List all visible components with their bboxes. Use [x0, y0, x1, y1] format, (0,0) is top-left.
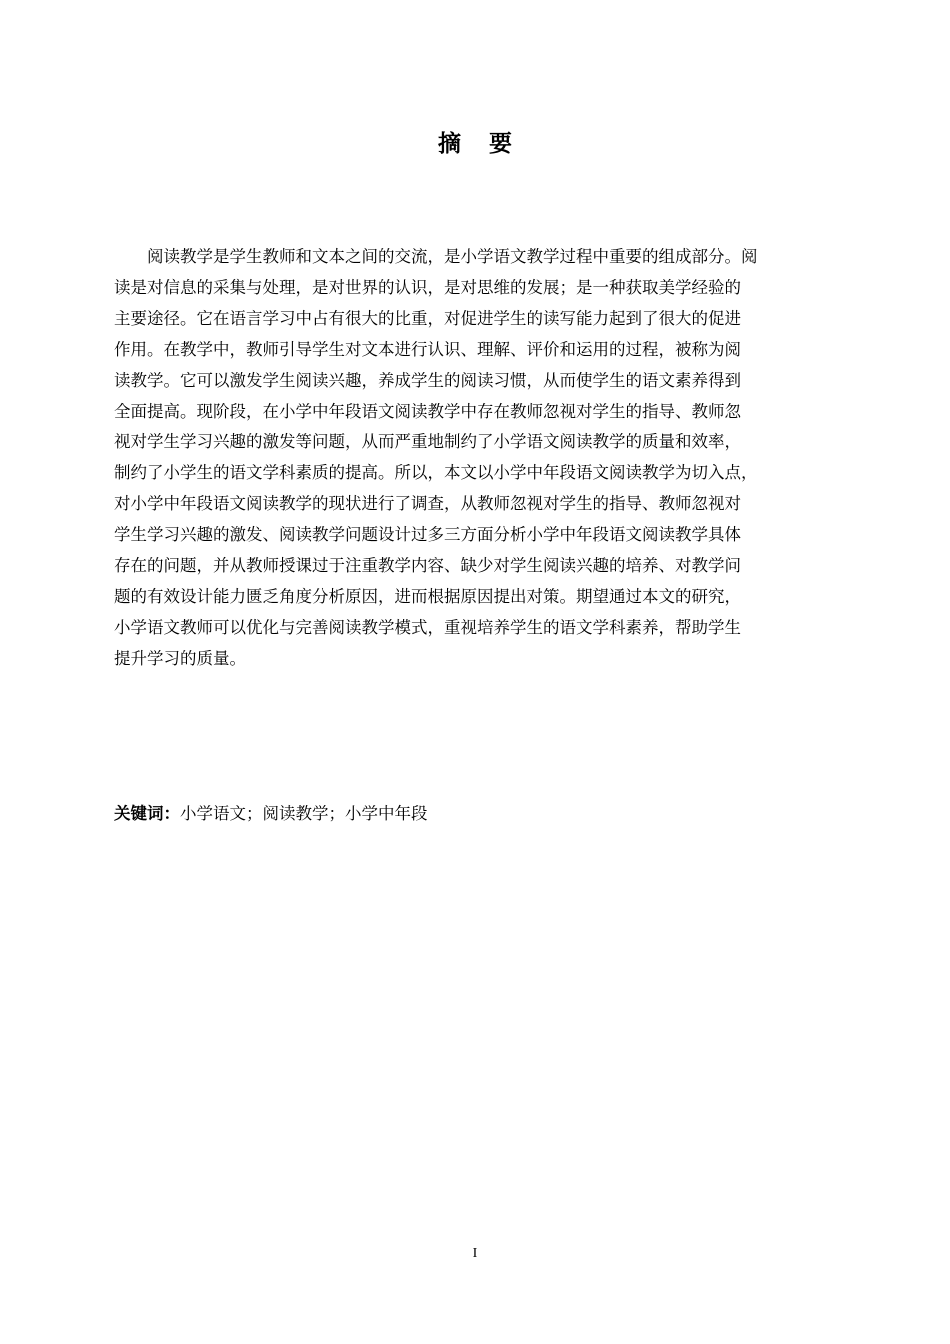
page-number: I [472, 1246, 478, 1261]
abstract-line: 读教学。它可以激发学生阅读兴趣，养成学生的阅读习惯，从而使学生的语文素养得到 [114, 370, 741, 390]
abstract-body [114, 242, 860, 675]
title-char-2: 要 [489, 131, 512, 157]
keywords-value: 小学语文；阅读教学；小学中年段 [180, 804, 428, 823]
abstract-line: 学生学习兴趣的激发、阅读教学问题设计过多三方面分析小学中年段语文阅读教学具体 [114, 525, 741, 545]
abstract-line: 小学语文教师可以优化与完善阅读教学模式，重视培养学生的语文学科素养，帮助学生 [114, 617, 741, 637]
abstract-line: 作用。在教学中，教师引导学生对文本进行认识、理解、评价和运用的过程，被称为阅 [114, 339, 741, 359]
abstract-line: 提升学习的质量。 [114, 648, 246, 668]
title-char-1: 摘 [438, 131, 461, 157]
abstract-line: 全面提高。现阶段，在小学中年段语文阅读教学中存在教师忽视对学生的指导、教师忽 [114, 401, 741, 421]
abstract-line: 题的有效设计能力匮乏角度分析原因，进而根据原因提出对策。期望通过本文的研究， [114, 586, 741, 606]
keywords-row [114, 800, 428, 828]
abstract-line: 存在的问题，并从教师授课过于注重教学内容、缺少对学生阅读兴趣的培养、对教学问 [114, 556, 741, 576]
abstract-title [0, 125, 950, 158]
abstract-line: 制约了小学生的语文学科素质的提高。所以，本文以小学中年段语文阅读教学为切入点， [114, 463, 758, 483]
abstract-line: 对小学中年段语文阅读教学的现状进行了调查，从教师忽视对学生的指导、教师忽视对 [114, 494, 741, 514]
abstract-line: 读是对信息的采集与处理，是对世界的认识，是对思维的发展；是一种获取美学经验的 [114, 277, 741, 297]
abstract-line: 主要途径。它在语言学习中占有很大的比重，对促进学生的读写能力起到了很大的促进 [114, 308, 741, 328]
abstract-line: 阅读教学是学生教师和文本之间的交流，是小学语文教学过程中重要的组成部分。阅 [147, 247, 758, 266]
keywords-label: 关键词： [114, 804, 180, 823]
abstract-line: 视对学生学习兴趣的激发等问题，从而严重地制约了小学语文阅读教学的质量和效率， [114, 432, 741, 452]
